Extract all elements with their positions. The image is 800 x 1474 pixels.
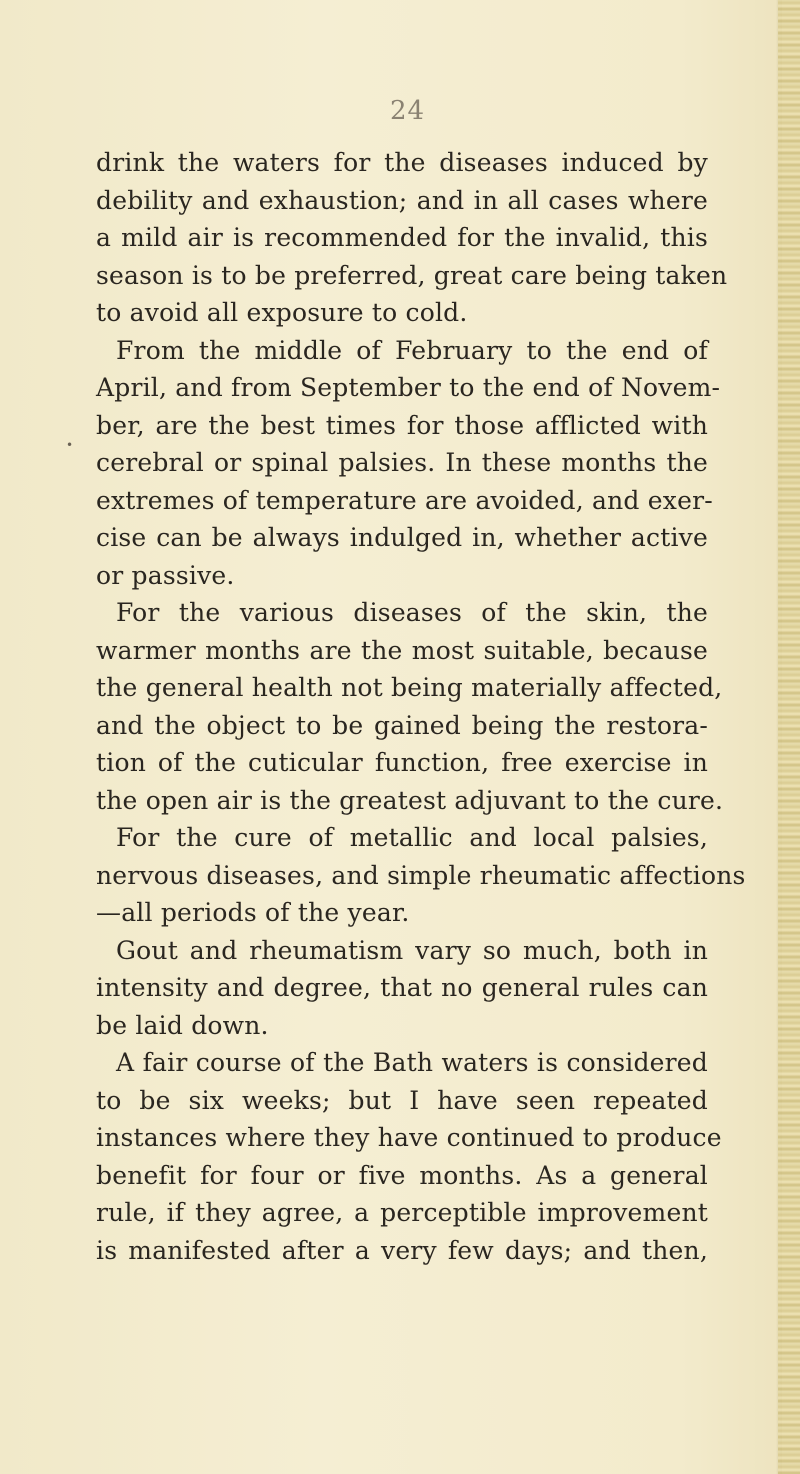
margin-mark: •: [66, 438, 74, 452]
paragraph-start-line: For the cure of metallic and local palsies,: [116, 823, 708, 852]
text-line: to avoid all exposure to cold.: [96, 298, 468, 327]
text-line: and the object to be gained being the restora-: [96, 710, 708, 740]
text-line: to be six weeks; but I have seen repeated: [96, 1085, 708, 1115]
paragraph-start-line: From the middle of February to the end of: [116, 335, 708, 365]
text-line: intensity and degree, that no general rules can: [96, 973, 708, 1002]
text-line: rule, if they agree, a perceptible improvement: [96, 1198, 708, 1227]
text-line: drink the waters for the diseases induced by: [96, 148, 708, 177]
text-line: April, and from September to the end of Novem-: [96, 373, 721, 402]
text-line: a mild air is recommended for the invalid, this: [96, 223, 708, 252]
text-line: extremes of temperature are avoided, and exer-: [96, 485, 713, 515]
text-line: debility and exhaustion; and in all cases where: [96, 185, 708, 215]
text-line: the general health not being materially affected,: [96, 673, 723, 702]
text-line: —all periods of the year.: [96, 898, 410, 927]
text-line: be laid down.: [96, 1010, 269, 1040]
text-line: tion of the cuticular function, free exercise in: [96, 748, 708, 777]
text-line: nervous diseases, and simple rheumatic affections: [96, 860, 746, 890]
text-line: cerebral or spinal palsies. In these months the: [96, 448, 708, 477]
page-edge: [778, 0, 800, 1474]
text-line: instances where they have continued to produce: [96, 1123, 722, 1152]
text-line: benefit for four or five months. As a general: [96, 1160, 708, 1190]
text-line: is manifested after a very few days; and then,: [96, 1235, 708, 1265]
text-line: ber, are the best times for those afflicted with: [96, 410, 708, 440]
body-text: [96, 144, 746, 1269]
page-number: 24: [390, 96, 426, 126]
paragraph-start-line: For the various diseases of the skin, the: [116, 598, 708, 627]
text-line: season is to be preferred, great care being taken: [96, 260, 728, 290]
paragraph-start-line: Gout and rheumatism vary so much, both in: [116, 935, 708, 965]
text-line: cise can be always indulged in, whether active: [96, 523, 708, 552]
text-line: the open air is the greatest adjuvant to the cure.: [96, 785, 724, 815]
paragraph-start-line: A fair course of the Bath waters is considered: [116, 1048, 708, 1077]
text-line: warmer months are the most suitable, because: [96, 635, 708, 665]
text-line: or passive.: [96, 560, 235, 590]
